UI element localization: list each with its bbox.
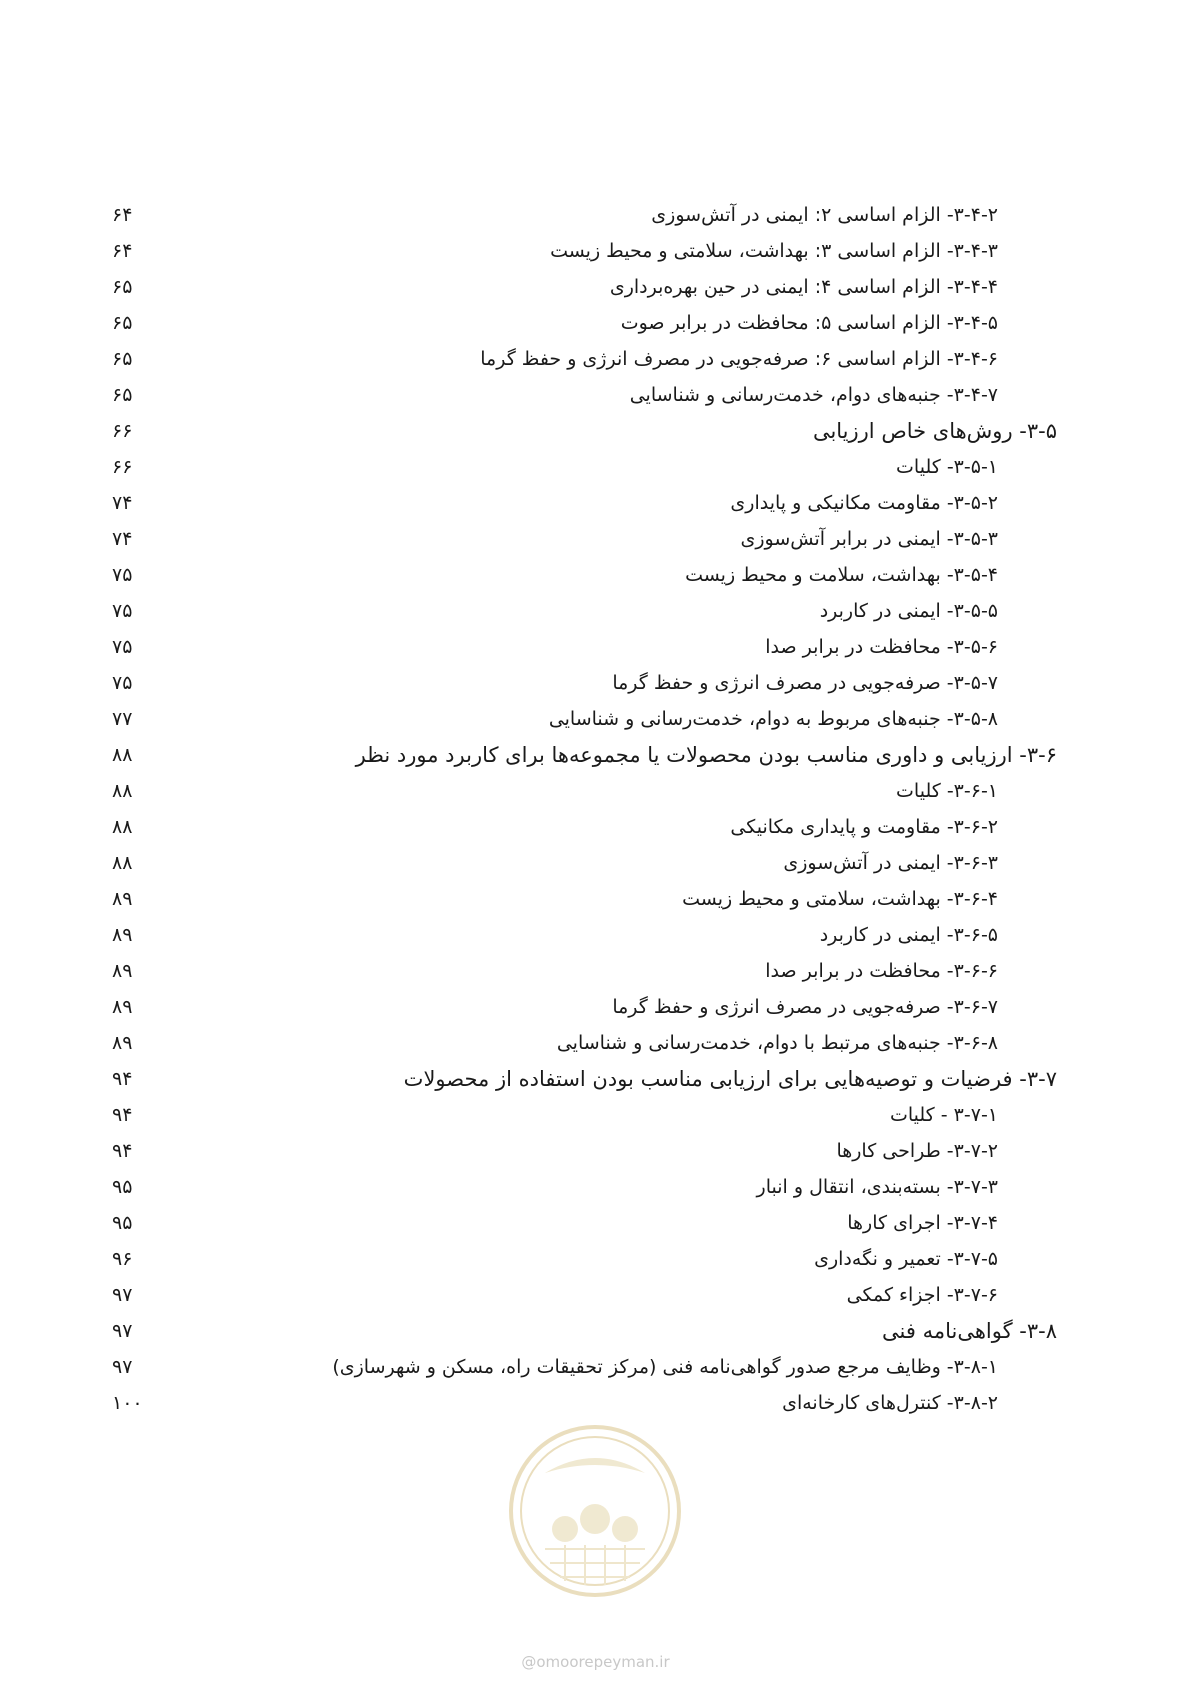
toc-page-number: ۹۶ (112, 1248, 133, 1270)
toc-entry-title: ۳-۶-۱- کلیات (896, 780, 998, 802)
toc-page-number: ۶۶ (112, 420, 133, 442)
toc-entry-title: ۳-۴-۷- جنبه‌های دوام، خدمت‌رسانی و شناسایی (629, 384, 998, 406)
toc-section-heading[interactable] (0, 738, 1191, 772)
toc-entry-title: ۳-۵-۱- کلیات (896, 456, 998, 478)
toc-section-heading[interactable] (0, 1314, 1191, 1348)
toc-entry-title: ۳-۷-۶- اجزاء کمکی (846, 1284, 998, 1306)
toc-page-number: ۷۵ (112, 636, 133, 658)
toc-entry-title: ۳-۴-۳- الزام اساسی ۳: بهداشت، سلامتی و محیط زیست (550, 240, 998, 262)
toc-entry[interactable] (0, 702, 1191, 736)
toc-entry[interactable] (0, 1350, 1191, 1384)
toc-page-number: ۷۴ (112, 492, 133, 514)
toc-page-number: ۸۹ (112, 1032, 133, 1054)
toc-page-number: ۸۸ (112, 780, 133, 802)
toc-page-number: ۷۷ (112, 708, 133, 730)
toc-entry[interactable] (0, 1170, 1191, 1204)
toc-page-number: ۶۵ (112, 384, 133, 406)
toc-entry-title: ۳-۶- ارزیابی و داوری مناسب بودن محصولات یا مجموعه‌ها برای کاربرد مورد نظر (355, 743, 1057, 767)
toc-entry[interactable] (0, 234, 1191, 268)
toc-entry[interactable] (0, 882, 1191, 916)
toc-page-number: ۶۵ (112, 312, 133, 334)
toc-entry[interactable] (0, 270, 1191, 304)
watermark-url: @omoorepeyman.ir (521, 1653, 670, 1671)
toc-entry-title: ۳-۵-۵- ایمنی در کاربرد (819, 600, 998, 622)
toc-entry-title: ۳-۵-۳- ایمنی در برابر آتش‌سوزی (740, 528, 998, 550)
toc-entry-title: ۳-۶-۲- مقاومت و پایداری مکانیکی (730, 816, 998, 838)
toc-section-heading[interactable] (0, 414, 1191, 448)
toc-entry[interactable] (0, 1098, 1191, 1132)
toc-page-number: ۸۹ (112, 888, 133, 910)
toc-page-number: ۶۶ (112, 456, 133, 478)
toc-entry-title: ۳-۷-۳- بسته‌بندی، انتقال و انبار (756, 1176, 998, 1198)
toc-page-number: ۶۵ (112, 276, 133, 298)
toc-entry-title: ۳-۵-۷- صرفه‌جویی در مصرف انرژی و حفظ گرما (612, 672, 998, 694)
toc-entry-title: ۳-۶-۴- بهداشت، سلامتی و محیط زیست (682, 888, 998, 910)
toc-entry-title: ۳-۵- روش‌های خاص ارزیابی (812, 419, 1057, 443)
toc-page-number: ۹۴ (112, 1068, 133, 1090)
toc-entry[interactable] (0, 666, 1191, 700)
toc-entry-title: ۳-۷-۴- اجرای کارها (847, 1212, 998, 1234)
toc-page-number: ۷۵ (112, 564, 133, 586)
toc-entry-title: ۳-۵-۶- محافظت در برابر صدا (765, 636, 998, 658)
toc-entry[interactable] (0, 1026, 1191, 1060)
toc-entry[interactable] (0, 378, 1191, 412)
toc-page-number: ۹۴ (112, 1140, 133, 1162)
toc-entry[interactable] (0, 954, 1191, 988)
toc-entry[interactable] (0, 342, 1191, 376)
toc-page-number: ۸۸ (112, 816, 133, 838)
toc-entry[interactable] (0, 522, 1191, 556)
watermark-logo-icon (505, 1421, 685, 1601)
toc-page-number: ۸۹ (112, 960, 133, 982)
toc-entry-title: ۳-۴-۲- الزام اساسی ۲: ایمنی در آتش‌سوزی (651, 204, 998, 226)
toc-entry[interactable] (0, 630, 1191, 664)
toc-entry-title: ۳-۸-۲- کنترل‌های کارخانه‌ای (782, 1392, 998, 1414)
toc-entry-title: ۳-۷- فرضیات و توصیه‌هایی برای ارزیابی مناسب بودن استفاده از محصولات (403, 1067, 1057, 1091)
toc-entry-title: ۳-۴-۶- الزام اساسی ۶: صرفه‌جویی در مصرف انرژی و حفظ گرما (480, 348, 998, 370)
toc-entry-title: ۳-۵-۸- جنبه‌های مربوط به دوام، خدمت‌رسانی و شناسایی (548, 708, 998, 730)
toc-page-number: ۷۵ (112, 672, 133, 694)
toc-page-number: ۹۴ (112, 1104, 133, 1126)
toc-entry[interactable] (0, 1206, 1191, 1240)
toc-page-number: ۹۵ (112, 1176, 133, 1198)
toc-page-number: ۹۷ (112, 1356, 133, 1378)
toc-page-number: ۹۵ (112, 1212, 133, 1234)
toc-entry-title: ۳-۶-۳- ایمنی در آتش‌سوزی (783, 852, 998, 874)
toc-entry[interactable] (0, 1386, 1191, 1420)
toc-entry[interactable] (0, 1242, 1191, 1276)
toc-entry-title: ۳-۶-۶- محافظت در برابر صدا (765, 960, 998, 982)
toc-page-number: ۷۵ (112, 600, 133, 622)
toc-entry[interactable] (0, 306, 1191, 340)
toc-entry-title: ۳-۴-۴- الزام اساسی ۴: ایمنی در حین بهره‌برداری (609, 276, 998, 298)
toc-page-number: ۸۹ (112, 924, 133, 946)
toc-entry-title: ۳-۵-۴- بهداشت، سلامت و محیط زیست (685, 564, 998, 586)
toc-entry[interactable] (0, 990, 1191, 1024)
toc-entry[interactable] (0, 198, 1191, 232)
toc-page-number: ۶۴ (112, 240, 133, 262)
toc-entry-title: ۳-۶-۸- جنبه‌های مرتبط با دوام، خدمت‌رسانی و شناسایی (556, 1032, 998, 1054)
toc-page-number: ۸۹ (112, 996, 133, 1018)
toc-page-number: ۸۸ (112, 852, 133, 874)
toc-page-number: ۶۴ (112, 204, 133, 226)
toc-page-number: ۸۸ (112, 744, 133, 766)
toc-entry[interactable] (0, 810, 1191, 844)
toc-entry-title: ۳-۵-۲- مقاومت مکانیکی و پایداری (730, 492, 998, 514)
toc-entry[interactable] (0, 1278, 1191, 1312)
toc-entry-title: ۳-۸- گواهی‌نامه فنی (882, 1319, 1057, 1343)
toc-entry[interactable] (0, 450, 1191, 484)
toc-section-heading[interactable] (0, 1062, 1191, 1096)
toc-entry[interactable] (0, 486, 1191, 520)
toc-entry-title: ۳-۷-۵- تعمیر و نگه‌داری (814, 1248, 998, 1270)
toc-entry-title: ۳-۴-۵- الزام اساسی ۵: محافظت در برابر صوت (620, 312, 998, 334)
toc-entry[interactable] (0, 918, 1191, 952)
toc-entry-title: ۳-۶-۵- ایمنی در کاربرد (819, 924, 998, 946)
toc-entry-title: ۳-۸-۱- وظایف مرجع صدور گواهی‌نامه فنی (مرکز تحقیقات راه، مسکن و شهرسازی) (332, 1356, 998, 1378)
toc-entry[interactable] (0, 846, 1191, 880)
toc-page-number: ۹۷ (112, 1284, 133, 1306)
toc-page-number: ۱۰۰ (112, 1392, 143, 1414)
toc-entry[interactable] (0, 1134, 1191, 1168)
toc-entry[interactable] (0, 774, 1191, 808)
toc-page-number: ۶۵ (112, 348, 133, 370)
toc-page-number: ۹۷ (112, 1320, 133, 1342)
toc-entry[interactable] (0, 558, 1191, 592)
toc-page-number: ۷۴ (112, 528, 133, 550)
toc-entry-title: ۳-۷-۲- طراحی کارها (836, 1140, 998, 1162)
toc-entry-title: ۳-۷-۱ - کلیات (889, 1104, 998, 1126)
toc-entry-title: ۳-۶-۷- صرفه‌جویی در مصرف انرژی و حفظ گرما (612, 996, 998, 1018)
toc-entry[interactable] (0, 594, 1191, 628)
